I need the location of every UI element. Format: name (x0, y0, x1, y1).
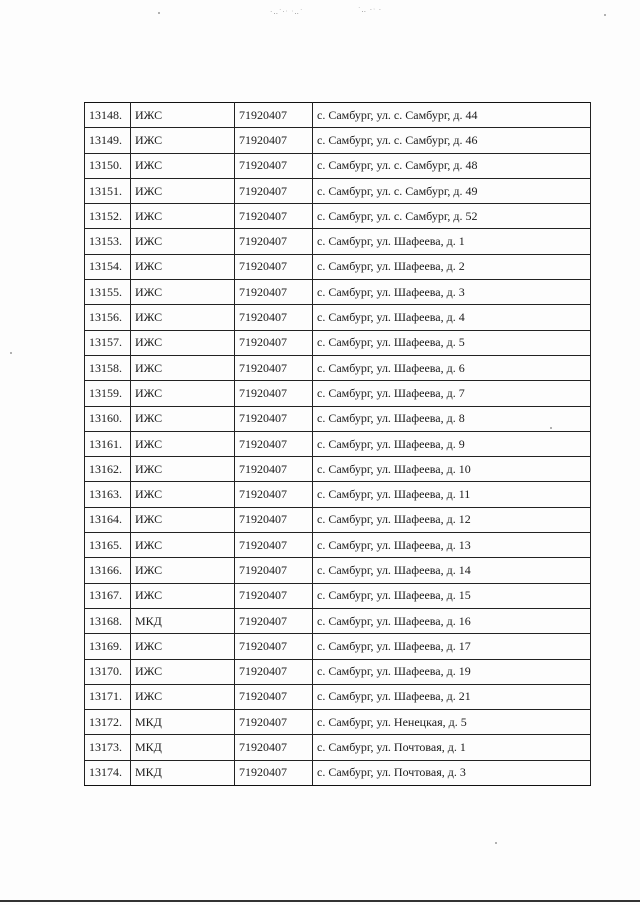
table-row (85, 431, 591, 456)
address-cell: с. Самбург, ул. с. Самбург, д. 52 (313, 204, 591, 229)
address-cell: с. Самбург, ул. Шафеева, д. 16 (313, 608, 591, 633)
building-type-cell: ИЖС (131, 204, 235, 229)
table-row (85, 254, 591, 279)
table-row (85, 760, 591, 785)
oktmo-code-cell: 71920407 (235, 178, 313, 203)
oktmo-code-cell: 71920407 (235, 482, 313, 507)
address-cell: с. Самбург, ул. Шафеева, д. 17 (313, 634, 591, 659)
table-row (85, 381, 591, 406)
building-type-cell: ИЖС (131, 684, 235, 709)
table-row (85, 280, 591, 305)
table-row (85, 608, 591, 633)
address-cell: с. Самбург, ул. Ненецкая, д. 5 (313, 710, 591, 735)
table-row (85, 305, 591, 330)
row-number-cell: 13166. (85, 558, 131, 583)
building-type-cell: ИЖС (131, 355, 235, 380)
building-type-cell: ИЖС (131, 431, 235, 456)
oktmo-code-cell: 71920407 (235, 735, 313, 760)
building-type-cell: МКД (131, 710, 235, 735)
building-type-cell: ИЖС (131, 659, 235, 684)
address-cell: с. Самбург, ул. Шафеева, д. 13 (313, 533, 591, 558)
oktmo-code-cell: 71920407 (235, 684, 313, 709)
oktmo-code-cell: 71920407 (235, 431, 313, 456)
row-number-cell: 13156. (85, 305, 131, 330)
building-type-cell: ИЖС (131, 305, 235, 330)
building-type-cell: ИЖС (131, 558, 235, 583)
table-row (85, 533, 591, 558)
row-number-cell: 13167. (85, 583, 131, 608)
address-cell: с. Самбург, ул. Шафеева, д. 21 (313, 684, 591, 709)
housing-registry-table (84, 102, 591, 786)
page-bottom-edge (0, 900, 640, 902)
table-row (85, 128, 591, 153)
oktmo-code-cell: 71920407 (235, 280, 313, 305)
address-cell: с. Самбург, ул. Почтовая, д. 3 (313, 760, 591, 785)
table-row (85, 659, 591, 684)
building-type-cell: МКД (131, 735, 235, 760)
table-row (85, 710, 591, 735)
row-number-cell: 13161. (85, 431, 131, 456)
oktmo-code-cell: 71920407 (235, 457, 313, 482)
building-type-cell: ИЖС (131, 178, 235, 203)
row-number-cell: 13174. (85, 760, 131, 785)
building-type-cell: ИЖС (131, 381, 235, 406)
table-row (85, 735, 591, 760)
building-type-cell: МКД (131, 608, 235, 633)
row-number-cell: 13160. (85, 406, 131, 431)
oktmo-code-cell: 71920407 (235, 507, 313, 532)
row-number-cell: 13173. (85, 735, 131, 760)
table-row (85, 558, 591, 583)
table-row (85, 229, 591, 254)
address-cell: с. Самбург, ул. Шафеева, д. 15 (313, 583, 591, 608)
row-number-cell: 13168. (85, 608, 131, 633)
address-cell: с. Самбург, ул. Шафеева, д. 12 (313, 507, 591, 532)
oktmo-code-cell: 71920407 (235, 153, 313, 178)
oktmo-code-cell: 71920407 (235, 204, 313, 229)
row-number-cell: 13169. (85, 634, 131, 659)
row-number-cell: 13149. (85, 128, 131, 153)
address-cell: с. Самбург, ул. Шафеева, д. 1 (313, 229, 591, 254)
building-type-cell: ИЖС (131, 128, 235, 153)
address-cell: с. Самбург, ул. с. Самбург, д. 49 (313, 178, 591, 203)
oktmo-code-cell: 71920407 (235, 558, 313, 583)
table-row (85, 583, 591, 608)
scan-artifact: ˙‥ ·ˑ · (358, 6, 383, 14)
oktmo-code-cell: 71920407 (235, 128, 313, 153)
address-cell: с. Самбург, ул. Шафеева, д. 9 (313, 431, 591, 456)
oktmo-code-cell: 71920407 (235, 229, 313, 254)
building-type-cell: ИЖС (131, 482, 235, 507)
row-number-cell: 13151. (85, 178, 131, 203)
row-number-cell: 13171. (85, 684, 131, 709)
row-number-cell: 13165. (85, 533, 131, 558)
address-cell: с. Самбург, ул. Шафеева, д. 3 (313, 280, 591, 305)
oktmo-code-cell: 71920407 (235, 305, 313, 330)
table-row (85, 457, 591, 482)
address-cell: с. Самбург, ул. Шафеева, д. 8 (313, 406, 591, 431)
address-cell: с. Самбург, ул. Шафеева, д. 11 (313, 482, 591, 507)
oktmo-code-cell: 71920407 (235, 608, 313, 633)
row-number-cell: 13172. (85, 710, 131, 735)
row-number-cell: 13148. (85, 103, 131, 128)
row-number-cell: 13163. (85, 482, 131, 507)
scan-speck (495, 842, 497, 844)
scan-speck (158, 12, 160, 14)
table-row (85, 204, 591, 229)
address-cell: с. Самбург, ул. с. Самбург, д. 48 (313, 153, 591, 178)
building-type-cell: МКД (131, 760, 235, 785)
building-type-cell: ИЖС (131, 406, 235, 431)
oktmo-code-cell: 71920407 (235, 583, 313, 608)
oktmo-code-cell: 71920407 (235, 659, 313, 684)
scan-artifact: ·‥˙·ˑ ˑ‥˙ (270, 8, 304, 16)
oktmo-code-cell: 71920407 (235, 355, 313, 380)
row-number-cell: 13154. (85, 254, 131, 279)
building-type-cell: ИЖС (131, 507, 235, 532)
registry-table-body (85, 103, 591, 786)
building-type-cell: ИЖС (131, 583, 235, 608)
table-row (85, 634, 591, 659)
building-type-cell: ИЖС (131, 533, 235, 558)
row-number-cell: 13153. (85, 229, 131, 254)
address-cell: с. Самбург, ул. с. Самбург, д. 46 (313, 128, 591, 153)
oktmo-code-cell: 71920407 (235, 533, 313, 558)
table-row (85, 153, 591, 178)
building-type-cell: ИЖС (131, 330, 235, 355)
table-row (85, 684, 591, 709)
table-row (85, 507, 591, 532)
address-cell: с. Самбург, ул. Почтовая, д. 1 (313, 735, 591, 760)
oktmo-code-cell: 71920407 (235, 634, 313, 659)
address-cell: с. Самбург, ул. Шафеева, д. 14 (313, 558, 591, 583)
address-cell: с. Самбург, ул. Шафеева, д. 2 (313, 254, 591, 279)
row-number-cell: 13152. (85, 204, 131, 229)
building-type-cell: ИЖС (131, 229, 235, 254)
oktmo-code-cell: 71920407 (235, 760, 313, 785)
row-number-cell: 13164. (85, 507, 131, 532)
table-row (85, 178, 591, 203)
building-type-cell: ИЖС (131, 103, 235, 128)
row-number-cell: 13159. (85, 381, 131, 406)
building-type-cell: ИЖС (131, 280, 235, 305)
address-cell: с. Самбург, ул. Шафеева, д. 6 (313, 355, 591, 380)
row-number-cell: 13157. (85, 330, 131, 355)
oktmo-code-cell: 71920407 (235, 254, 313, 279)
row-number-cell: 13162. (85, 457, 131, 482)
address-cell: с. Самбург, ул. с. Самбург, д. 44 (313, 103, 591, 128)
building-type-cell: ИЖС (131, 153, 235, 178)
building-type-cell: ИЖС (131, 457, 235, 482)
row-number-cell: 13158. (85, 355, 131, 380)
scan-speck (604, 14, 606, 16)
table-row (85, 406, 591, 431)
oktmo-code-cell: 71920407 (235, 406, 313, 431)
row-number-cell: 13150. (85, 153, 131, 178)
address-cell: с. Самбург, ул. Шафеева, д. 7 (313, 381, 591, 406)
table-row (85, 103, 591, 128)
oktmo-code-cell: 71920407 (235, 103, 313, 128)
scan-speck (10, 352, 12, 354)
row-number-cell: 13155. (85, 280, 131, 305)
oktmo-code-cell: 71920407 (235, 330, 313, 355)
table-row (85, 330, 591, 355)
building-type-cell: ИЖС (131, 254, 235, 279)
address-cell: с. Самбург, ул. Шафеева, д. 19 (313, 659, 591, 684)
address-cell: с. Самбург, ул. Шафеева, д. 4 (313, 305, 591, 330)
table-row (85, 355, 591, 380)
row-number-cell: 13170. (85, 659, 131, 684)
address-cell: с. Самбург, ул. Шафеева, д. 10 (313, 457, 591, 482)
oktmo-code-cell: 71920407 (235, 710, 313, 735)
table-row (85, 482, 591, 507)
address-cell: с. Самбург, ул. Шафеева, д. 5 (313, 330, 591, 355)
building-type-cell: ИЖС (131, 634, 235, 659)
oktmo-code-cell: 71920407 (235, 381, 313, 406)
